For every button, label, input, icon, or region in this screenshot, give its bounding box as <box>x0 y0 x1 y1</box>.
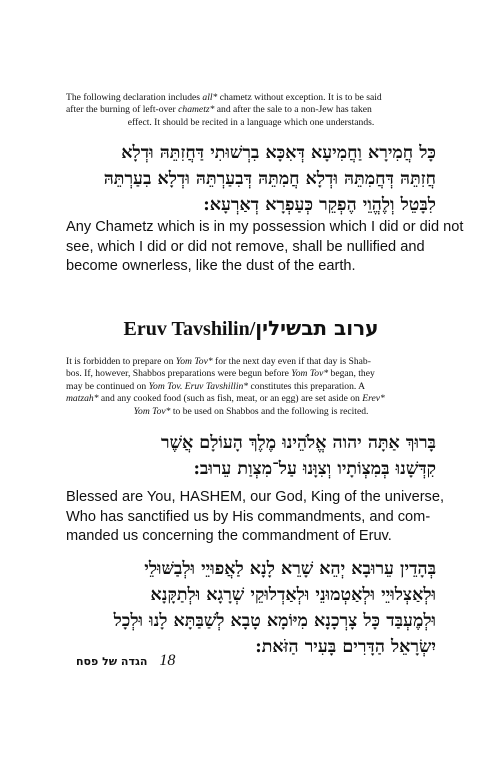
declaration-instruction-segment: chametz without exception. It is to be said <box>217 92 382 103</box>
eruv-declaration-hebrew-segment: וּלְמֶעְבַּד כָּל צָרְכָנָא מִיּוֹמָא טָבָא לְשַׁבַּתָּא לָנוּ וּלְכָל <box>113 611 436 631</box>
eruv-instruction-line <box>66 406 436 418</box>
section-title-hebrew: ערוב תבשילין <box>255 316 379 340</box>
eruv-instruction-line <box>66 356 436 368</box>
blessing-hebrew-segment: בָּרוּךְ אַתָּה יהוה אֱלֹהֵינוּ מֶלֶךְ הָעוֹלָם אֲשֶׁר <box>160 433 436 453</box>
declaration-hebrew-line <box>66 166 436 192</box>
blessing-hebrew-text <box>66 430 436 482</box>
blessing-english-line <box>66 527 438 547</box>
declaration-instruction-line <box>66 104 436 116</box>
declaration-hebrew-line <box>66 192 436 218</box>
eruv-declaration-hebrew-segment: וּלְאַצְלוּיֵי וּלְאַטְמוּנֵי וּלְאַדְלוּקֵי שְׁרָגָא וּלְתַקָּנָא <box>150 585 436 605</box>
eruv-instruction-segment: began, they <box>328 368 375 380</box>
declaration-hebrew-text <box>66 140 436 218</box>
running-title: הגדה של פסח <box>76 655 148 668</box>
eruv-instruction-segment: for the next day even if that day is Shab- <box>212 356 371 367</box>
blessing-english-line <box>66 508 438 528</box>
blessing-english-segment: Blessed are You, <box>66 489 180 505</box>
eruv-instruction-segment: Yom Tov* <box>291 368 329 380</box>
eruv-instruction-segment: Yom Tov. Eruv Tavshillin* <box>148 380 249 392</box>
blessing-hebrew-segment: קִדְּשָׁנוּ בְּמִצְוֹתָיו וְצִוָּנוּ עַל־מִצְוַת עֵרוּב: <box>193 459 436 479</box>
declaration-english-line <box>66 218 464 238</box>
blessing-english-segment: HASHEM <box>179 489 243 505</box>
declaration-hebrew-segment: חֲזִתֵּהּ דְּחֲמִתֵּהּ וּדְלָא חֲמִתֵּהּ דְּבִעַרְתֵּהּ וּדְלָא בִעַרְתֵּהּ <box>103 169 436 189</box>
declaration-english-line <box>66 238 438 258</box>
declaration-hebrew-segment: כָּל חֲמִירָא וַחֲמִיעָא דְּאִכָּא בִרְשׁוּתִי דַּחֲזִתֵּהּ וּדְלָא <box>121 143 436 163</box>
eruv-declaration-hebrew-line <box>66 556 436 582</box>
declaration-instruction-line <box>66 92 436 104</box>
eruv-instruction-segment: Erev* <box>362 393 385 405</box>
declaration-instruction-segment: chametz* <box>178 104 215 116</box>
blessing-english-line <box>66 488 445 508</box>
eruv-instruction-segment: It is forbidden to prepare on <box>66 356 176 367</box>
declaration-english-line <box>66 257 438 277</box>
eruv-instruction-segment: Yom Tov* <box>175 356 213 367</box>
eruv-instruction-segment: bos. If, however, Shabbos preparations were begun before <box>66 368 292 380</box>
declaration-instruction-segment: effect. It should be recited in a language which one understands. <box>127 116 375 128</box>
eruv-instruction-line <box>66 393 436 405</box>
declaration-english-segment: become ownerless, like the dust of the earth. <box>66 258 356 274</box>
declaration-english-translation <box>66 218 464 277</box>
eruv-instruction-segment: constitutes this preparation. A <box>248 380 366 392</box>
eruv-instruction-segment: to be used on Shabbos and the following is recited. <box>170 405 369 417</box>
eruv-instruction-segment: matzah* <box>66 393 99 405</box>
section-title-english: Eruv Tavshilin/ <box>123 318 256 340</box>
eruv-declaration-hebrew-line <box>66 582 436 608</box>
declaration-instruction-segment: all* <box>202 92 218 103</box>
blessing-english-segment: manded us concerning the commandment of Eruv. <box>66 528 392 544</box>
eruv-declaration-hebrew-segment: בְּהָדֵין עֵרוּבָא יְהֵא שָׁרֵא לָנָא לַאֲפוּיֵי וּלְבַשּׁוּלֵי <box>144 559 436 579</box>
declaration-instruction-segment: after the burning of left-over <box>66 104 179 116</box>
page-number: 18 <box>159 652 176 669</box>
declaration-instruction-segment: and after the sale to a non-Jew has taken <box>214 104 372 116</box>
eruv-instruction-segment: Yom Tov* <box>133 405 171 417</box>
section-title <box>66 316 436 341</box>
declaration-hebrew-segment: לִבָּטֵל וְלֶהֱוֵי הֶפְקֵר כְּעַפְרָא דְאַרְעָא: <box>203 195 436 215</box>
eruv-declaration-hebrew-text <box>66 556 436 660</box>
declaration-instruction <box>66 92 436 129</box>
declaration-english-segment: see, which I did or did not remove, shall be nullified and <box>66 238 425 255</box>
page-footer <box>76 652 175 670</box>
declaration-hebrew-line <box>66 140 436 166</box>
blessing-hebrew-line <box>66 456 436 482</box>
declaration-english-segment: Any Chametz which is in my possession which I did or did not <box>66 219 464 235</box>
declaration-instruction-line <box>66 117 436 129</box>
eruv-instruction-segment: may be continued on <box>66 380 149 392</box>
eruv-declaration-hebrew-segment: יִשְׂרָאֵל הַדָּרִים בָּעִיר הַזֹּאת: <box>255 637 436 657</box>
eruv-instruction-segment: and any cooked food (such as fish, meat, or an egg) are set aside on <box>98 393 363 405</box>
blessing-english-segment: Who has sanctified us by His commandments, and com- <box>66 508 431 525</box>
blessing-english-segment: , our God, King of the universe, <box>242 489 445 505</box>
eruv-instruction <box>66 356 436 418</box>
declaration-instruction-segment: The following declaration includes <box>66 92 203 103</box>
eruv-instruction-line <box>66 381 436 393</box>
eruv-instruction-line <box>66 368 436 380</box>
eruv-declaration-hebrew-line <box>66 608 436 634</box>
blessing-hebrew-line <box>66 430 436 456</box>
blessing-english-translation <box>66 488 445 547</box>
